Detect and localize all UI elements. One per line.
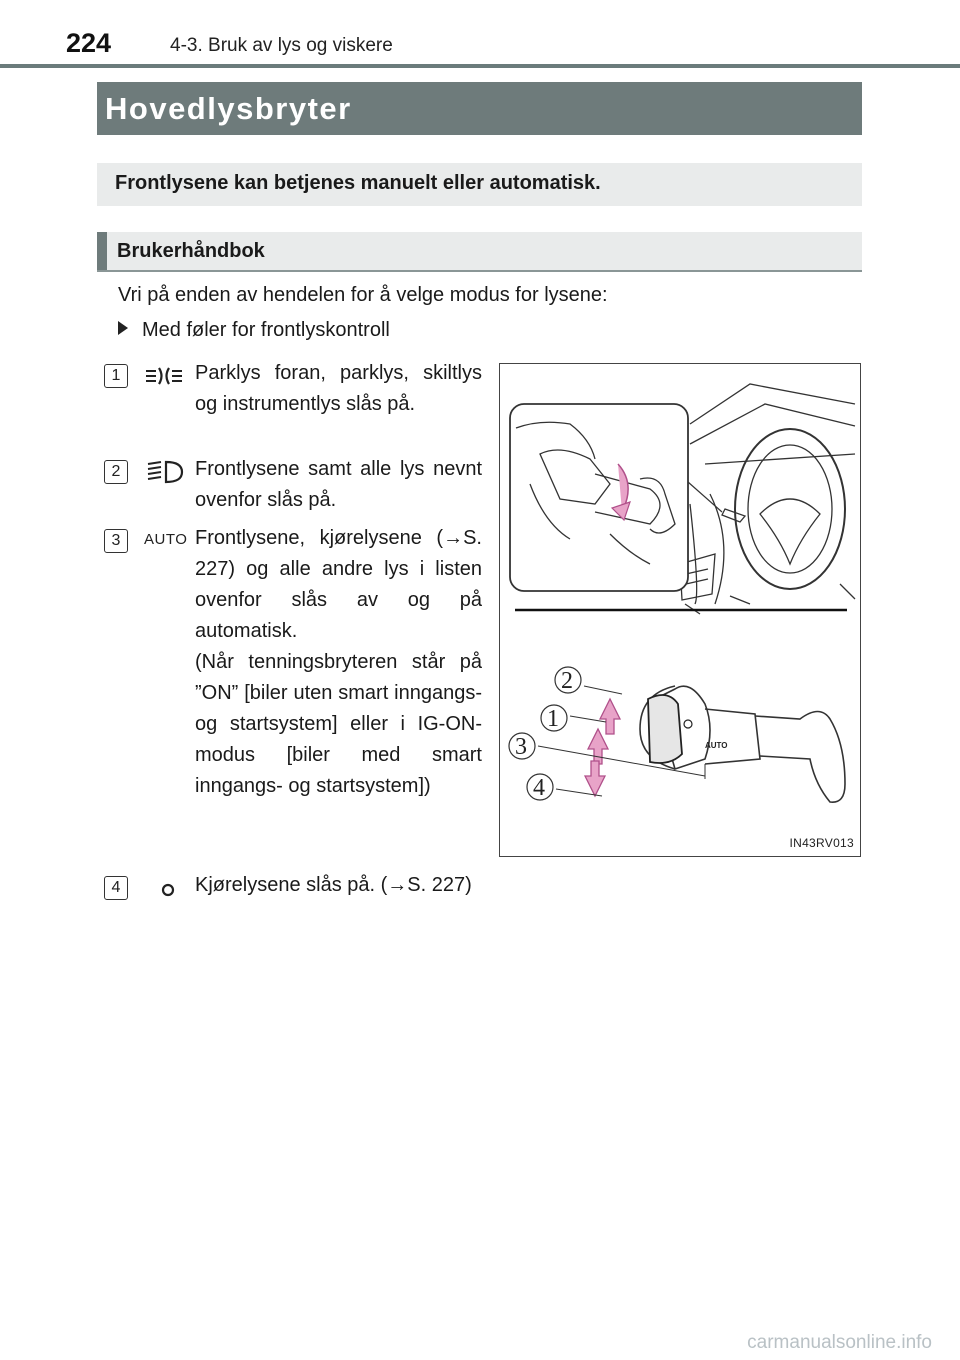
arrow-up-2 [600, 699, 620, 734]
bullet-text: Med føler for frontlyskontroll [142, 319, 390, 341]
item-paragraph: Frontlysene, kjørelysene (→S. 227) og alle andre lys i listen ovenfor slås av og på automatisk. [195, 527, 482, 642]
intro-text: Frontlysene kan betjenes manuelt eller automatisk. [115, 172, 601, 194]
header-divider [0, 64, 960, 68]
switch-illustration [500, 364, 860, 856]
parking-lights-icon [142, 362, 186, 390]
page-title: Hovedlysbryter [105, 91, 352, 126]
intro-box [97, 163, 862, 206]
bullet-item [118, 319, 390, 342]
item-paragraph: Frontlysene samt alle lys nevnt ovenfor slås på. [195, 458, 482, 511]
watermark: carmanualsonline.info [747, 1332, 932, 1353]
dashboard-drawing [680, 384, 855, 614]
headlight-icon [142, 458, 186, 486]
item-paragraph: Kjørelysene slås på. (→S. 227) [195, 874, 472, 896]
page-number: 224 [66, 28, 112, 58]
item-text [195, 454, 482, 516]
callout-numbers [509, 667, 581, 801]
section-breadcrumb: 4-3. Bruk av lys og viskere [170, 35, 393, 56]
item-number-badge: 4 [104, 876, 128, 900]
callout-1: 1 [547, 706, 559, 732]
arrow-up-1 [588, 729, 608, 764]
inset-frame [510, 404, 688, 591]
item-paragraph: Parklys foran, parklys, skiltlys og instrumentlys slås på. [195, 362, 482, 415]
item-paragraph-note: (Når tenningsbryteren står på ”ON” [biler uten smart inngangs- og startsystem] eller i IG-ON-modus [biler med smart inngangs- og startsystem]) [195, 651, 482, 797]
callout-2: 2 [561, 668, 573, 694]
item-text [195, 358, 482, 420]
subheading-marker [97, 232, 107, 270]
page-header [0, 0, 960, 72]
callout-4: 4 [533, 775, 545, 801]
item-number-badge: 1 [104, 364, 128, 388]
headlight-switch-figure [499, 363, 861, 857]
figure-code: IN43RV013 [789, 836, 854, 850]
off-icon [142, 874, 186, 902]
item-number-badge: 2 [104, 460, 128, 484]
item-text [195, 523, 482, 802]
subheading-bar [97, 232, 862, 272]
callout-3: 3 [515, 734, 527, 760]
item-text [195, 870, 615, 901]
title-bar [97, 82, 862, 135]
bullet-triangle-icon [118, 321, 128, 335]
instruction-text: Vri på enden av hendelen for å velge modus for lysene: [118, 284, 608, 306]
stalk-auto-label: AUTO [705, 741, 728, 750]
item-number-badge: 3 [104, 529, 128, 553]
auto-icon: AUTO [144, 531, 188, 548]
subheading-text: Brukerhåndbok [117, 240, 265, 262]
arrow-down-4 [585, 761, 605, 796]
